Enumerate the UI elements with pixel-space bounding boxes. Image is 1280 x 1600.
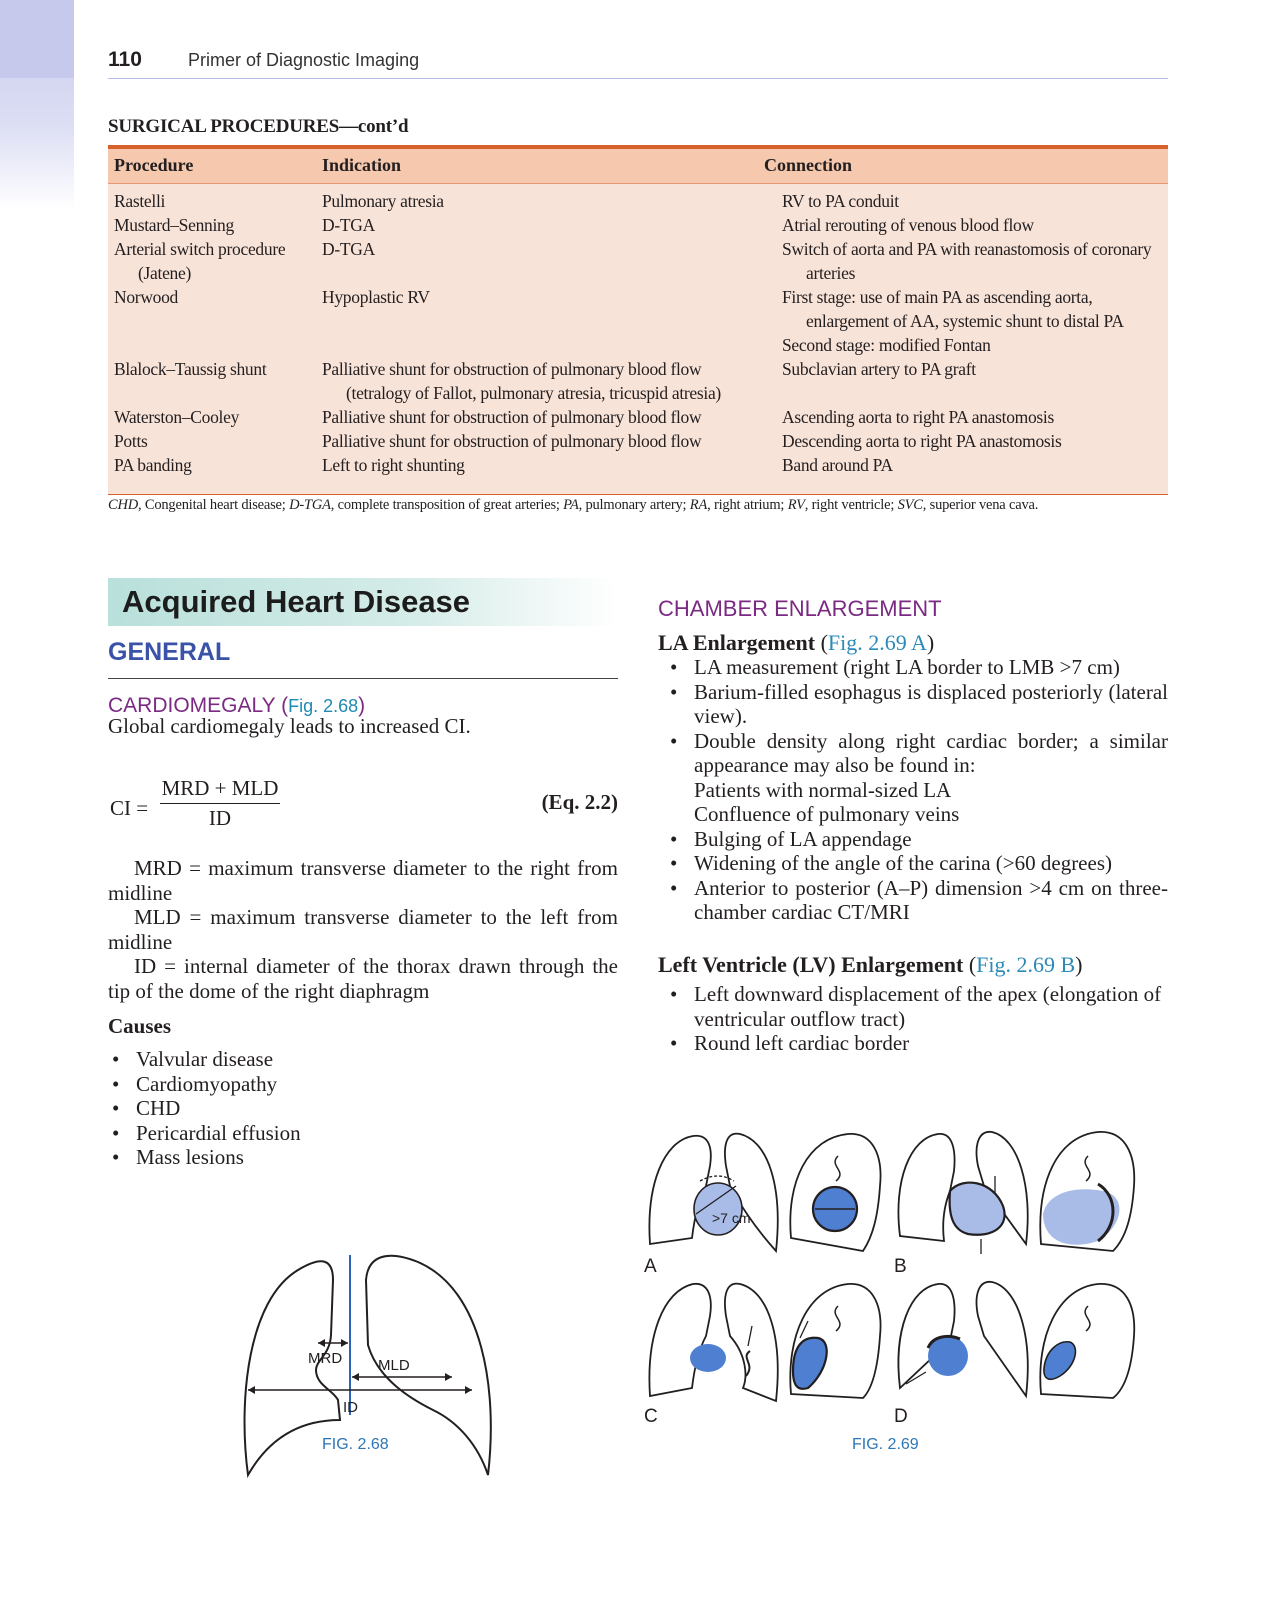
running-title: Primer of Diagnostic Imaging [188, 50, 420, 70]
list-item: • Left downward displacement of the apex (elongation of ventricular outflow tract) [666, 982, 1168, 1031]
cell-line: Mustard–Senning [114, 215, 234, 235]
list-item [666, 729, 1168, 827]
cell-line: Waterston–Cooley [114, 407, 240, 427]
equation-ci [108, 776, 618, 836]
table-cell-indication [322, 453, 772, 477]
cell-line: PA banding [114, 455, 192, 475]
panel-a-frontal [649, 1134, 777, 1251]
paren-open: ( [815, 630, 828, 655]
definition-mld: MLD = maximum transverse diameter to the left from midline [108, 905, 618, 954]
column-header-indication: Indication [322, 155, 402, 175]
figure-ref-link[interactable]: Fig. 2.68 [288, 696, 359, 716]
table-cell-connection [782, 213, 1172, 237]
table-cell-procedure [114, 285, 314, 309]
causes-list [108, 1047, 618, 1170]
list-item-line: Confluence of pulmonary veins [694, 802, 960, 826]
list-item [666, 851, 1168, 876]
section-banner [108, 578, 618, 626]
panel-b-frontal [898, 1132, 1027, 1254]
table-cell-procedure [114, 189, 314, 213]
cell-line: (tetralogy of Fallot, pulmonary atresia, tricuspid atresia) [346, 383, 721, 403]
footnote-text: , right ventricle; [804, 497, 898, 513]
paren-close: ) [358, 694, 366, 717]
figure-caption-2-69: FIG. 2.69 [852, 1436, 919, 1453]
table-cell-indication [322, 285, 772, 309]
lv-list [666, 982, 1168, 1056]
table-cell-connection [782, 453, 1172, 477]
cell-line: Switch of aorta and PA with reanastomosis of coronary [782, 239, 1152, 259]
paren-close: ) [926, 630, 935, 655]
panel-d-frontal [898, 1282, 1027, 1396]
measure-label: >7 cm [712, 1210, 751, 1226]
surgical-procedures-table [108, 145, 1168, 495]
table-cell-indication [322, 429, 772, 453]
figure-2-69-diagram [648, 1126, 1153, 1436]
footnote-text: , superior vena cava. [922, 497, 1039, 513]
table-cell-connection [782, 429, 1172, 453]
table-cell-procedure [114, 453, 314, 477]
panel-label-b: B [894, 1256, 907, 1277]
figure-ref-link[interactable]: Fig. 2.69 B [976, 952, 1076, 977]
label-mld: MLD [378, 1357, 410, 1374]
definition-id: ID = internal diameter of the thorax drawn through the tip of the dome of the right diaphragm [108, 954, 618, 1003]
footnote-text: , right atrium; [707, 497, 788, 513]
cell-line: arteries [806, 263, 856, 283]
panel-label-d: D [894, 1406, 908, 1427]
figure-caption-2-68: FIG. 2.68 [322, 1436, 389, 1453]
list-item-line: • Widening of the angle of the carina (>60 degrees) [694, 851, 1112, 875]
list-item-line: • LA measurement (right LA border to LMB >7 cm) [694, 655, 1120, 679]
page-header [108, 46, 1168, 79]
cell-line: Potts [114, 431, 148, 451]
table-cell-connection [782, 237, 1172, 285]
footnote-abbr: D-TGA [289, 497, 331, 513]
cell-line: D-TGA [322, 239, 375, 259]
table-header-row [108, 149, 1168, 184]
list-item [666, 876, 1168, 925]
table-cell-indication [322, 237, 772, 261]
heading-la-enlargement [658, 630, 934, 656]
list-item: • CHD [108, 1096, 618, 1121]
la-title: LA Enlargement [658, 630, 816, 655]
section-title: Acquired Heart Disease [122, 584, 471, 619]
equation-numerator: MRD + MLD [160, 776, 280, 804]
table-cell-connection [782, 405, 1172, 429]
list-item-line: • Barium-filled esophagus is displaced posteriorly (lateral view). [694, 679, 1168, 728]
list-item: • Cardiomyopathy [108, 1072, 618, 1097]
cell-line: Norwood [114, 287, 179, 307]
cell-line: Second stage: modified Fontan [782, 335, 991, 355]
cell-line: Subclavian artery to PA graft [782, 359, 976, 379]
paren-open: ( [275, 694, 289, 717]
table-cell-indication [322, 357, 772, 405]
cell-line: Left to right shunting [322, 455, 465, 475]
cell-line: D-TGA [322, 215, 375, 235]
cell-line: (Jatene) [138, 263, 191, 283]
cardiomegaly-title: CARDIOMEGALY [108, 694, 276, 717]
cell-line: RV to PA conduit [782, 191, 899, 211]
table-cell-indication [322, 405, 772, 429]
panel-c-frontal [649, 1284, 777, 1401]
table-cell-procedure [114, 213, 314, 237]
table-cell-connection [782, 285, 1172, 357]
equation-label: (Eq. 2.2) [541, 790, 618, 814]
page-number: 110 [108, 48, 142, 71]
heading-chamber-enlargement: CHAMBER ENLARGEMENT [658, 596, 942, 621]
lv-title: Left Ventricle (LV) Enlargement [658, 952, 964, 977]
label-mrd: MRD [308, 1350, 343, 1367]
footnote-text: , Congenital heart disease; [138, 497, 290, 513]
column-header-connection: Connection [764, 155, 853, 175]
table-cell-procedure [114, 405, 314, 429]
page-corner-tab-dark [0, 0, 74, 78]
cell-line: enlargement of AA, systemic shunt to distal PA [806, 311, 1124, 331]
table-cell-connection [782, 189, 1172, 213]
column-header-procedure: Procedure [114, 155, 194, 175]
equation-denominator: ID [208, 806, 232, 830]
list-item-line: Patients with normal-sized LA [694, 777, 952, 802]
cell-line: Arterial switch procedure [114, 239, 286, 259]
cell-line: Band around PA [782, 455, 893, 475]
cell-line: Descending aorta to right PA anastomosis [782, 431, 1062, 451]
table-cell-indication [322, 213, 772, 237]
table-cell-procedure [114, 237, 314, 285]
la-list [666, 655, 1168, 925]
panel-b-lateral [1040, 1132, 1134, 1251]
footnote-text: , pulmonary artery; [578, 497, 690, 513]
definition-mrd: MRD = maximum transverse diameter to the right from midline [108, 856, 618, 905]
cell-line: Rastelli [114, 191, 166, 211]
cell-line: Pulmonary atresia [322, 191, 444, 211]
table-cell-indication [322, 189, 772, 213]
footnote-abbr: RA [689, 497, 708, 513]
label-id: ID [343, 1399, 358, 1416]
footnote-text: , complete transposition of great arteries; [330, 497, 564, 513]
intro-text: Global cardiomegaly leads to increased CI. [108, 714, 471, 738]
list-item-line: • Double density along right cardiac border; a similar appearance may also be found in: [694, 728, 1168, 777]
cell-line: Palliative shunt for obstruction of pulmonary blood flow [322, 359, 702, 379]
footnote-abbr: RV [787, 497, 805, 513]
list-item [666, 680, 1168, 729]
table-heading: SURGICAL PROCEDURES—cont’d [108, 116, 409, 137]
footnote-abbr: CHD [108, 497, 139, 513]
list-item: • Valvular disease [108, 1047, 618, 1072]
heading-lv-enlargement [658, 952, 1083, 978]
table-footnote [108, 497, 1038, 514]
causes-heading: Causes [108, 1014, 172, 1038]
list-item-line: • Bulging of LA appendage [694, 826, 912, 851]
panel-label-a: A [644, 1256, 657, 1277]
figure-ref-link[interactable]: Fig. 2.69 A [827, 630, 927, 655]
cell-line: First stage: use of main PA as ascending aorta, [782, 287, 1093, 307]
list-item [666, 655, 1168, 680]
list-item: • Round left cardiac border [666, 1031, 1168, 1056]
panel-c-lateral [790, 1284, 880, 1398]
footnote-abbr: SVC [897, 497, 923, 513]
panel-a-lateral [790, 1134, 880, 1251]
paren-open: ( [963, 952, 977, 977]
table-cell-procedure [114, 357, 314, 381]
footnote-abbr: PA [563, 497, 579, 513]
cell-line: Ascending aorta to right PA anastomosis [782, 407, 1055, 427]
equation-lhs: CI = [110, 796, 149, 820]
table-cell-procedure [114, 429, 314, 453]
cell-line: Palliative shunt for obstruction of pulmonary blood flow [322, 431, 702, 451]
panel-d-lateral [1040, 1284, 1134, 1398]
list-item: • Pericardial effusion [108, 1121, 618, 1146]
panel-label-c: C [644, 1406, 658, 1427]
list-item-line: • Anterior to posterior (A–P) dimension >4 cm on three-chamber cardiac CT/MRI [694, 875, 1168, 924]
list-item [666, 827, 1168, 852]
paren-close: ) [1075, 952, 1083, 977]
cell-line: Palliative shunt for obstruction of pulmonary blood flow [322, 407, 702, 427]
cell-line: Hypoplastic RV [322, 287, 430, 307]
heading-general: GENERAL [108, 638, 618, 679]
list-item: • Mass lesions [108, 1145, 618, 1170]
cell-line: Blalock–Taussig shunt [114, 359, 267, 379]
table-cell-connection [782, 357, 1172, 381]
cell-line: Atrial rerouting of venous blood flow [782, 215, 1034, 235]
